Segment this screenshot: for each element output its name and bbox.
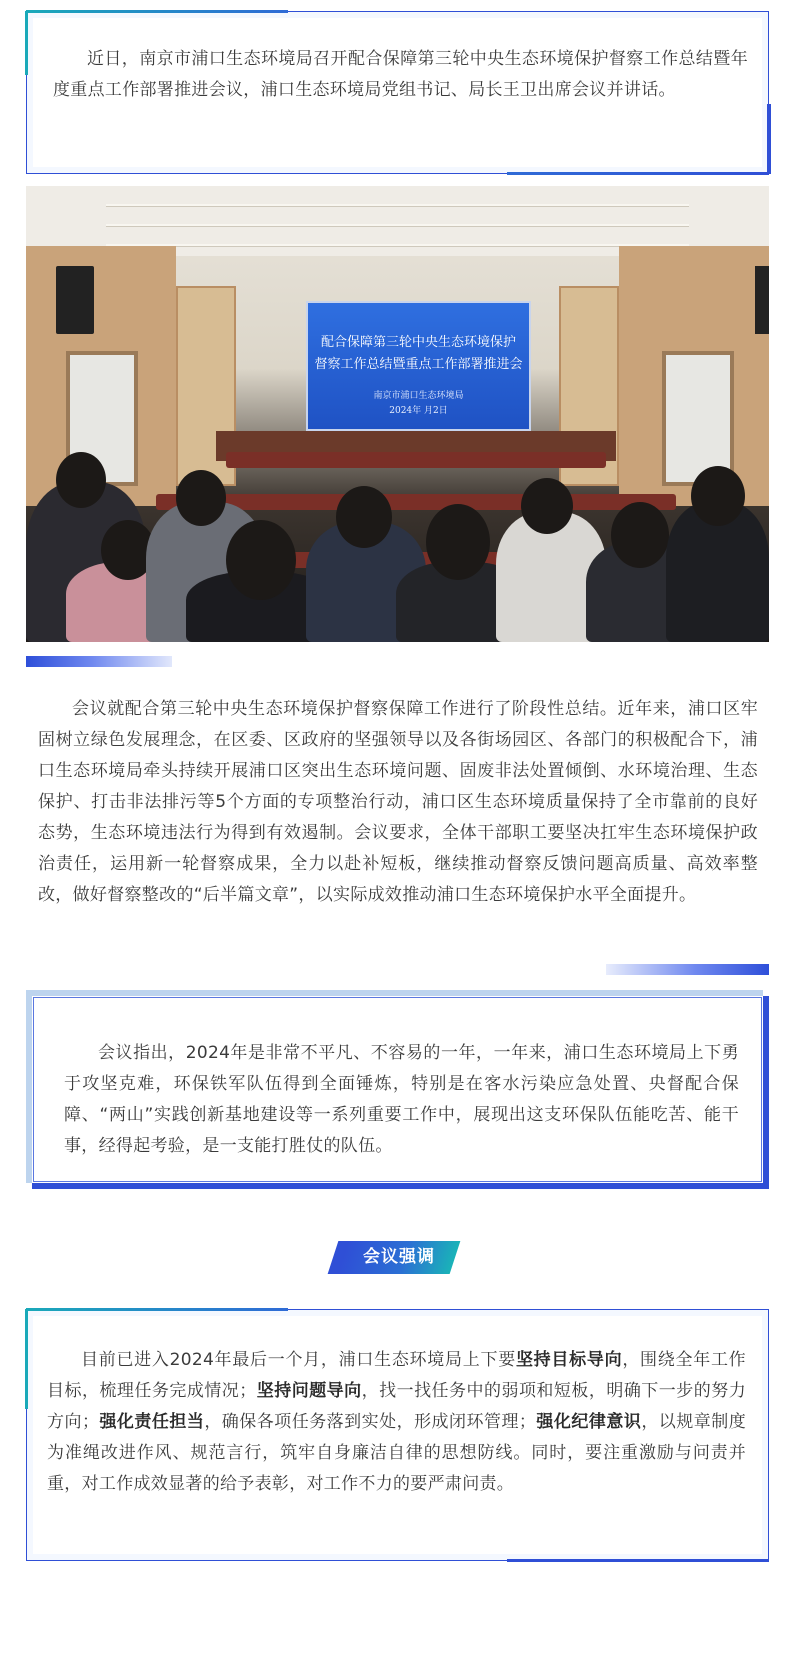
photo-person-head bbox=[336, 486, 392, 548]
emphasis-accent-bottom bbox=[507, 1559, 769, 1562]
review-box bbox=[26, 990, 769, 1189]
photo-projection-screen bbox=[306, 301, 531, 431]
screen-title-line1: 配合保障第三轮中央生态环境保护 bbox=[320, 335, 516, 350]
intro-paragraph: 近日，南京市浦口生态环境局召开配合保障第三轮中央生态环境保护督察工作总结暨年度重点工作部署推进会议，浦口生态环境局党组书记、局长王卫出席会议并讲话。 bbox=[53, 49, 748, 100]
intro-accent-bottom bbox=[507, 172, 769, 175]
intro-accent-left bbox=[25, 11, 28, 75]
emphasis-accent-left bbox=[25, 1309, 28, 1409]
emphasis-accent-top bbox=[26, 1308, 288, 1311]
review-frame bbox=[33, 997, 762, 1182]
review-shadow-left bbox=[26, 990, 32, 1183]
photo-speaker bbox=[755, 266, 769, 334]
section-divider-bar bbox=[26, 656, 172, 667]
photo-person-head bbox=[176, 470, 226, 526]
screen-org: 南京市浦口生态环境局 bbox=[373, 391, 464, 401]
photo-ceiling-light bbox=[106, 204, 689, 207]
emphasis-keyword: 坚持目标导向 bbox=[515, 1350, 623, 1370]
review-shadow-top bbox=[26, 990, 763, 996]
emphasis-keyword: 强化纪律意识 bbox=[536, 1412, 642, 1432]
emphasis-text: ，找一找任务中的弱项和短板，明确下一步的努力方向； bbox=[47, 1381, 746, 1432]
emphasis-text: ，确保各项任务落到实处，形成闭环管理； bbox=[204, 1412, 537, 1432]
summary-paragraph: 会议就配合第三轮中央生态环境保护督察保障工作进行了阶段性总结。近年来，浦口区牢固树立绿色发展理念，在区委、区政府的坚强领导以及各街场园区、各部门的积极配合下，浦口生态环境局牵头持续开展浦口区突出生态环境问题、固废非法处置倾倒、水环境治理、生态保护、打击非法排污等5个方面的专项整治行动，浦口区生态环境质量保持了全市靠前的良好态势，生态环境违法行为得到有效遏制。会议要求，全体干部职工要坚决扛牢生态环境保护政治责任，运用新一轮督察成果，全力以赴补短板，继续推动督察反馈问题高质量、高效率整改，做好督察整改的“后半篇文章”，以实际成效推动浦口生态环境保护水平全面提升。 bbox=[38, 699, 758, 905]
emphasis-text: ，围绕全年工作目标，梳理任务完成情况； bbox=[47, 1350, 746, 1401]
photo-person-head bbox=[691, 466, 745, 526]
emphasis-keyword: 强化责任担当 bbox=[99, 1412, 205, 1432]
section-divider-bar bbox=[606, 964, 769, 975]
photo-person-head bbox=[611, 502, 669, 568]
photo-chair-row bbox=[226, 452, 606, 468]
photo-person-head bbox=[56, 452, 106, 508]
review-shadow-bottom bbox=[32, 1183, 769, 1189]
photo-speaker bbox=[56, 266, 94, 334]
emphasis-paragraph bbox=[47, 1345, 746, 1500]
section-title: 会议强调 bbox=[363, 1247, 435, 1267]
review-shadow-right bbox=[763, 996, 769, 1189]
emphasis-text: ，以规章制度为准绳改进作风、规范言行，筑牢自身廉洁自律的思想防线。同时，要注重激励与问责并重，对工作成效显著的给予表彰，对工作不力的要严肃问责。 bbox=[47, 1412, 747, 1494]
review-paragraph: 会议指出，2024年是非常不平凡、不容易的一年，一年来，浦口生态环境局上下勇于攻坚克难，环保铁军队伍得到全面锤炼，特别是在客水污染应急处置、央督配合保障、“两山”实践创新基地建设等一系列重要工作中，展现出这支环保队伍能吃苦、能干事，经得起考验，是一支能打胜仗的队伍。 bbox=[64, 1043, 739, 1156]
photo-person-head bbox=[521, 478, 573, 534]
photo-person-head bbox=[226, 520, 296, 600]
emphasis-box bbox=[26, 1309, 769, 1561]
photo-person-head bbox=[426, 504, 490, 580]
screen-title-line2: 督察工作总结暨重点工作部署推进会 bbox=[314, 357, 523, 372]
photo-ceiling-light bbox=[106, 244, 689, 247]
intro-accent-top bbox=[26, 10, 288, 13]
photo-ceiling-light bbox=[106, 224, 689, 227]
emphasis-text: 目前已进入2024年最后一个月，浦口生态环境局上下要 bbox=[81, 1350, 516, 1370]
intro-box bbox=[26, 11, 769, 174]
section-title-tag bbox=[333, 1241, 462, 1274]
meeting-photo bbox=[26, 186, 769, 642]
emphasis-keyword: 坚持问题导向 bbox=[256, 1381, 362, 1401]
photo-audience bbox=[26, 442, 769, 642]
screen-date: 2024年 月2日 bbox=[389, 406, 448, 416]
intro-accent-right bbox=[767, 104, 771, 174]
